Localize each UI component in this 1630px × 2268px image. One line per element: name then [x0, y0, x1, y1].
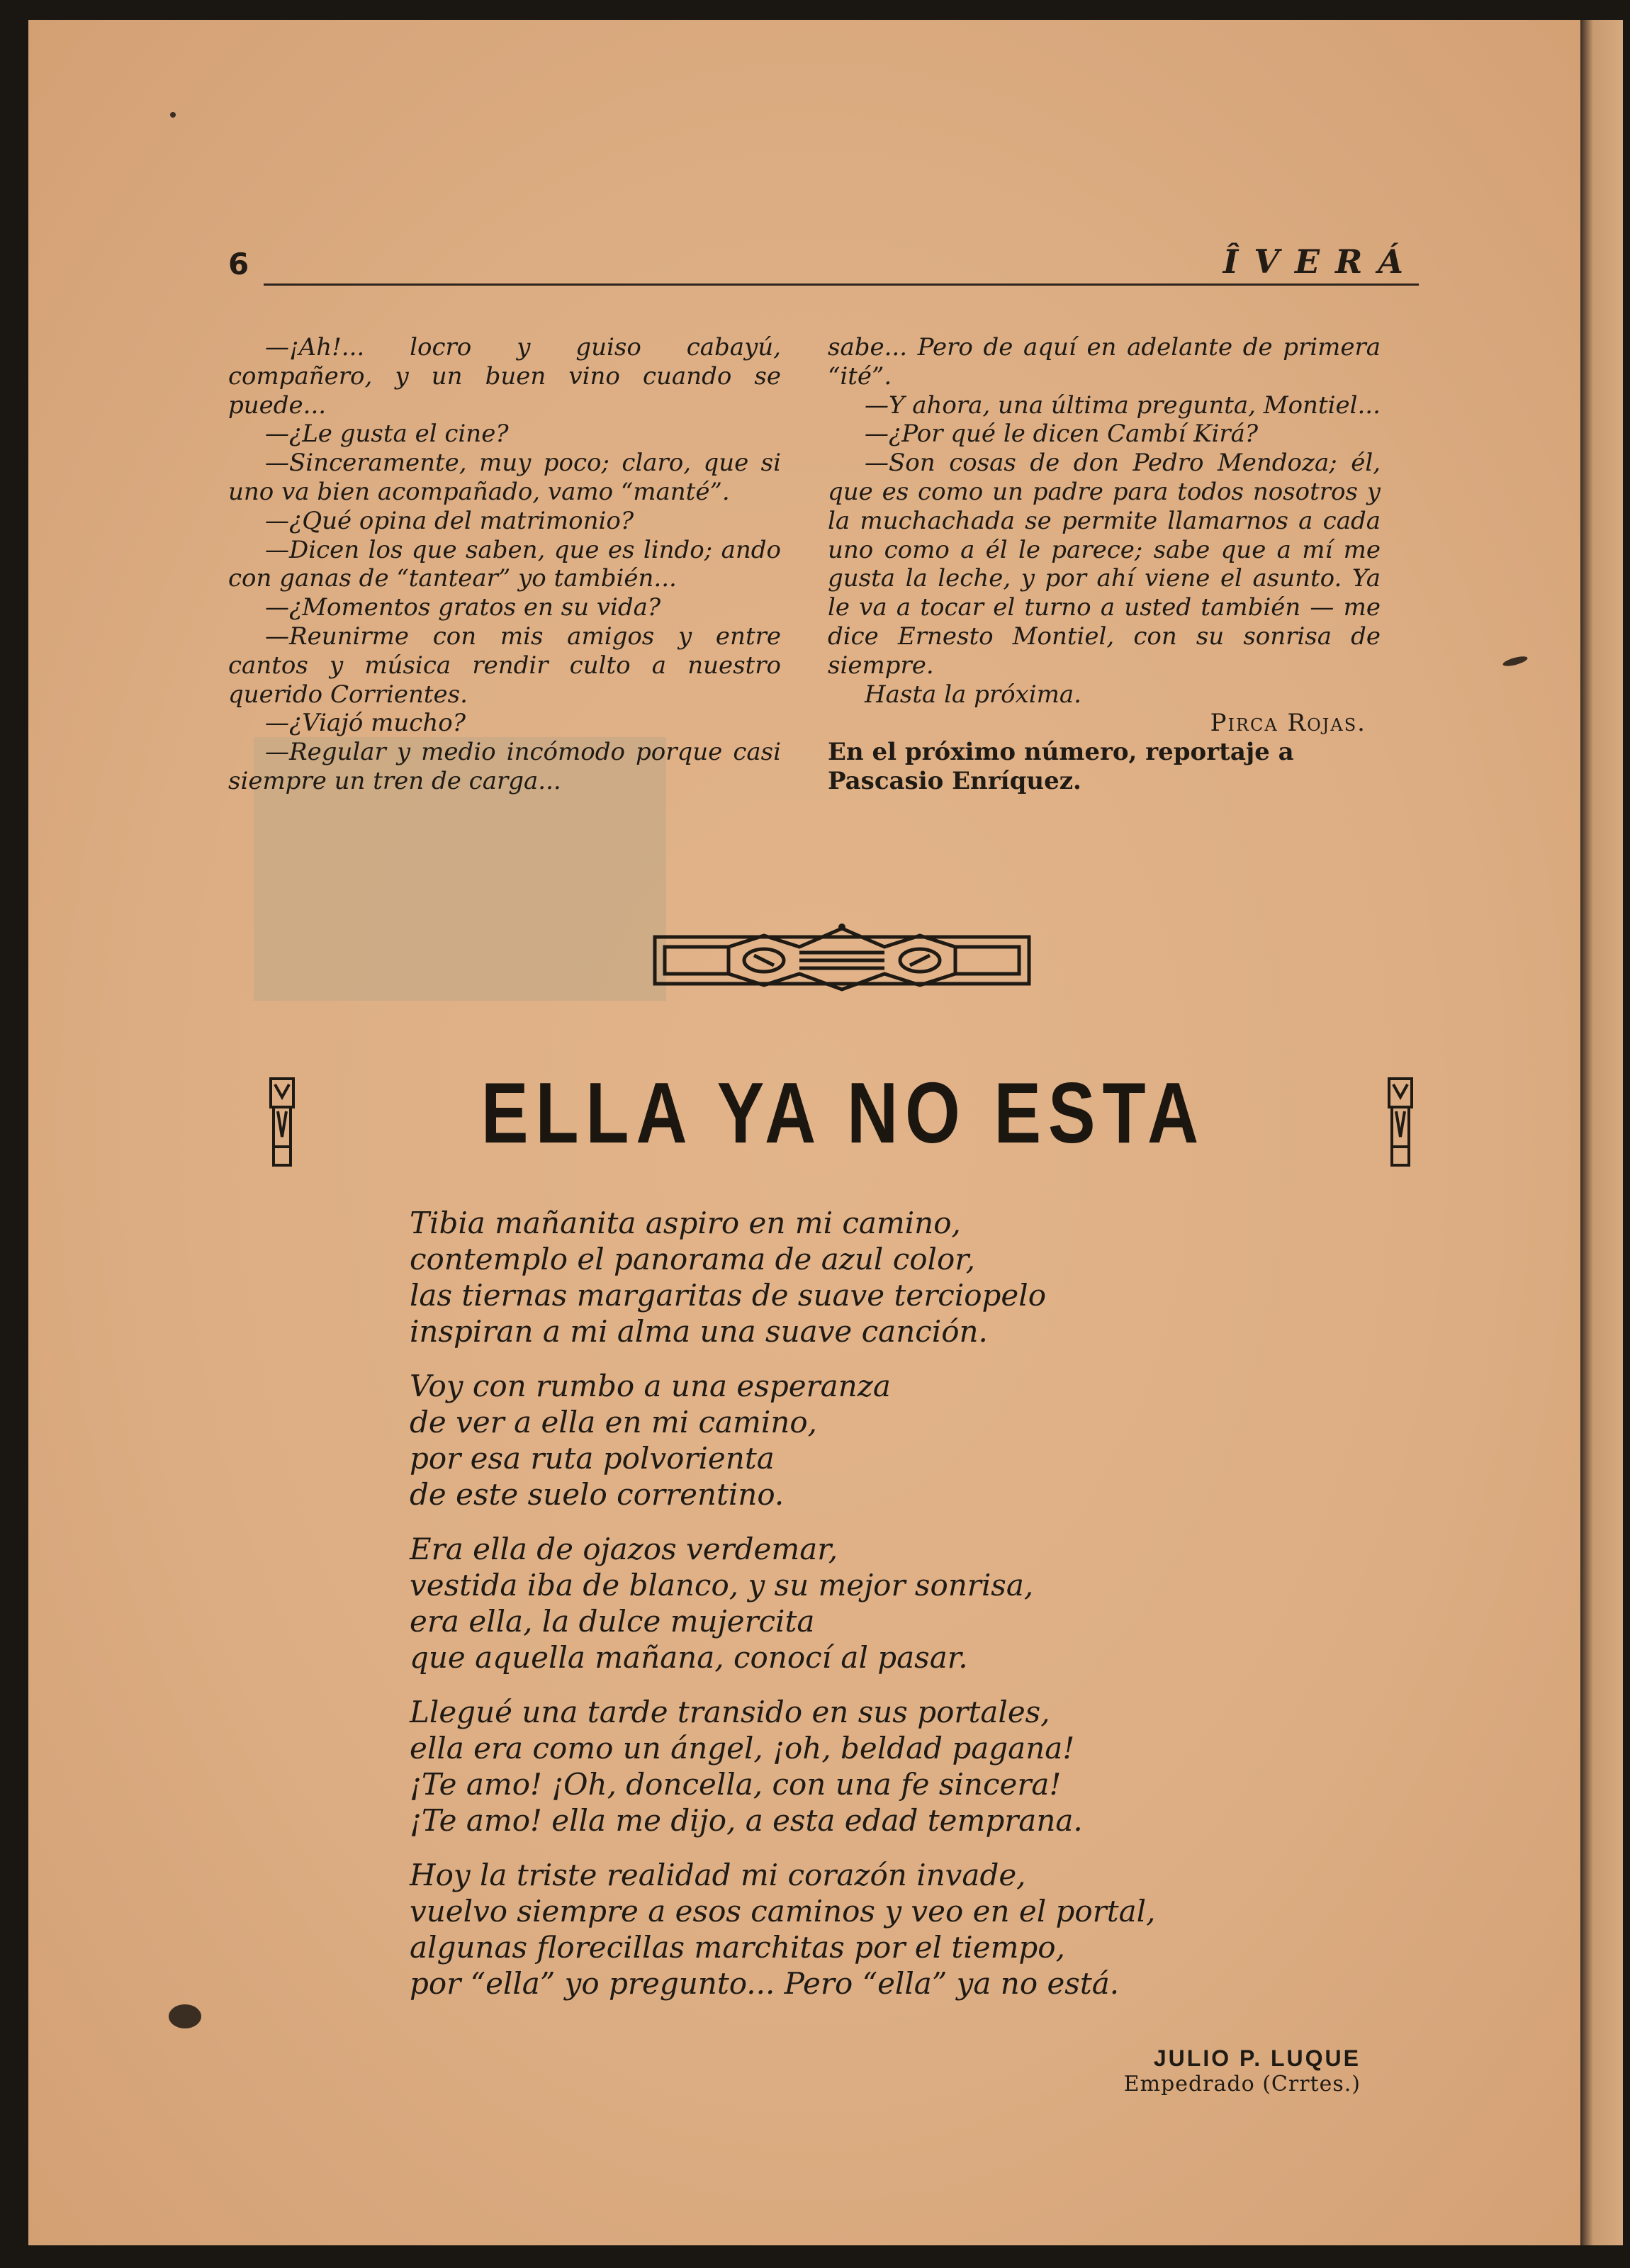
interview-left-column — [228, 333, 781, 796]
poem-line: inspiran a mi alma una suave canción. — [410, 1314, 988, 1349]
poem-stanza — [410, 1531, 1402, 1675]
poem-line: Tibia mañanita aspiro en mi camino, — [410, 1206, 961, 1240]
interview-line: —Son cosas de don Pedro Mendoza; él, que es como un padre para todos nosotros y la muchachada se permite llamarnos a cada uno como a él le parece; sabe que a mí me gusta la leche, y por ahí viene el asunto. Ya le va a tocar el turno a usted también — me dice Ernesto Montiel, con su sonrisa de siempre. — [828, 449, 1381, 680]
poem-author: JULIO P. LUQUE — [1153, 2045, 1361, 2071]
poem-line: por “ella” yo pregunto... Pero “ella” ya no está. — [410, 1966, 1120, 2001]
poem-line: Hoy la triste realidad mi corazón invade, — [410, 1858, 1026, 1892]
interview-question: —¿Le gusta el cine? — [265, 420, 509, 449]
page-edge — [1580, 20, 1623, 2245]
next-issue-notice: En el próximo número, reportaje a Pascasio Enríquez. — [828, 738, 1294, 795]
interview-line: —Reunirme con mis amigos y entre cantos y música rendir culto a nuestro querido Corrientes. — [228, 622, 781, 709]
poem-body — [410, 1205, 1402, 2020]
page-header — [228, 228, 1419, 285]
interview-line: —Sinceramente, muy poco; claro, que si uno va bien acompañado, vamo “manté”. — [228, 449, 781, 506]
poem-stanza — [410, 1857, 1402, 2002]
header-rule — [264, 284, 1419, 286]
interview-question: —¿Por qué le dicen Cambí Kirá? — [865, 420, 1259, 449]
poem-stanza — [410, 1205, 1402, 1349]
poem-line: vestida iba de blanco, y su mejor sonrisa, — [410, 1568, 1034, 1602]
totem-ornament-left — [268, 1076, 296, 1168]
totem-ornament-right — [1386, 1076, 1415, 1168]
poem-title: ELLA YA NO ESTA — [480, 1065, 1206, 1161]
poem-stanza — [410, 1368, 1402, 1512]
interview-question: —¿Qué opina del matrimonio? — [265, 506, 634, 535]
poem-line: de ver a ella en mi camino, — [410, 1405, 817, 1439]
page-number: 6 — [228, 247, 249, 281]
poem-line: algunas florecillas marchitas por el tiempo, — [410, 1930, 1065, 1965]
poem-line: vuelvo siempre a esos caminos y veo en el portal, — [410, 1894, 1156, 1929]
paper-stain — [1502, 655, 1528, 668]
poem-stanza — [410, 1694, 1402, 1838]
interview-line: —Dicen los que saben, que es lindo; ando con ganas de “tantear” yo también... — [228, 535, 781, 593]
poem-line: de este suelo correntino. — [410, 1477, 785, 1512]
poem-author-block — [992, 2045, 1361, 2096]
poem-line: ¡Te amo! ella me dijo, a esta edad temprana. — [410, 1803, 1083, 1838]
poem-line: ella era como un ángel, ¡oh, beldad pagana! — [410, 1731, 1075, 1765]
interview-closing: Hasta la próxima. — [865, 680, 1081, 709]
interview-question: —¿Viajó mucho? — [265, 709, 466, 738]
interview-line: —¡Ah!... locro y guiso cabayú, compañero, y un buen vino cuando se puede... — [228, 333, 781, 420]
poem-line: Llegué una tarde transido en sus portales, — [410, 1695, 1050, 1729]
poem-line: por esa ruta polvorienta — [410, 1441, 775, 1476]
ornament-dot — [838, 924, 845, 931]
interviewer-signature: Pirca Rojas. — [1210, 709, 1366, 738]
poem-line: Voy con rumbo a una esperanza — [410, 1369, 891, 1403]
ornament-divider — [651, 921, 1033, 995]
interview-continuation: sabe... Pero de aquí en adelante de primera “ité”. — [828, 333, 1381, 391]
paper-stain — [170, 112, 176, 118]
poem-line: ¡Te amo! ¡Oh, doncella, con una fe sincera! — [410, 1767, 1062, 1802]
magazine-title: ÎVERÁ — [1222, 242, 1419, 281]
interview-line: —Regular y medio incómodo porque casi siempre un tren de carga... — [228, 738, 781, 795]
interview-question: —¿Momentos gratos en su vida? — [265, 593, 661, 622]
poem-line: que aquella mañana, conocí al pasar. — [410, 1640, 968, 1675]
paper-stain — [169, 2004, 201, 2028]
poem-line: las tiernas margaritas de suave terciopelo — [410, 1278, 1046, 1313]
poem-location: Empedrado (Crrtes.) — [1123, 2072, 1361, 2096]
poem-line: era ella, la dulce mujercita — [410, 1604, 815, 1639]
poem-line: Era ella de ojazos verdemar, — [410, 1532, 838, 1566]
interview-question: —Y ahora, una última pregunta, Montiel... — [865, 391, 1381, 420]
interview-right-column — [828, 333, 1381, 796]
poem-line: contemplo el panorama de azul color, — [410, 1242, 976, 1276]
